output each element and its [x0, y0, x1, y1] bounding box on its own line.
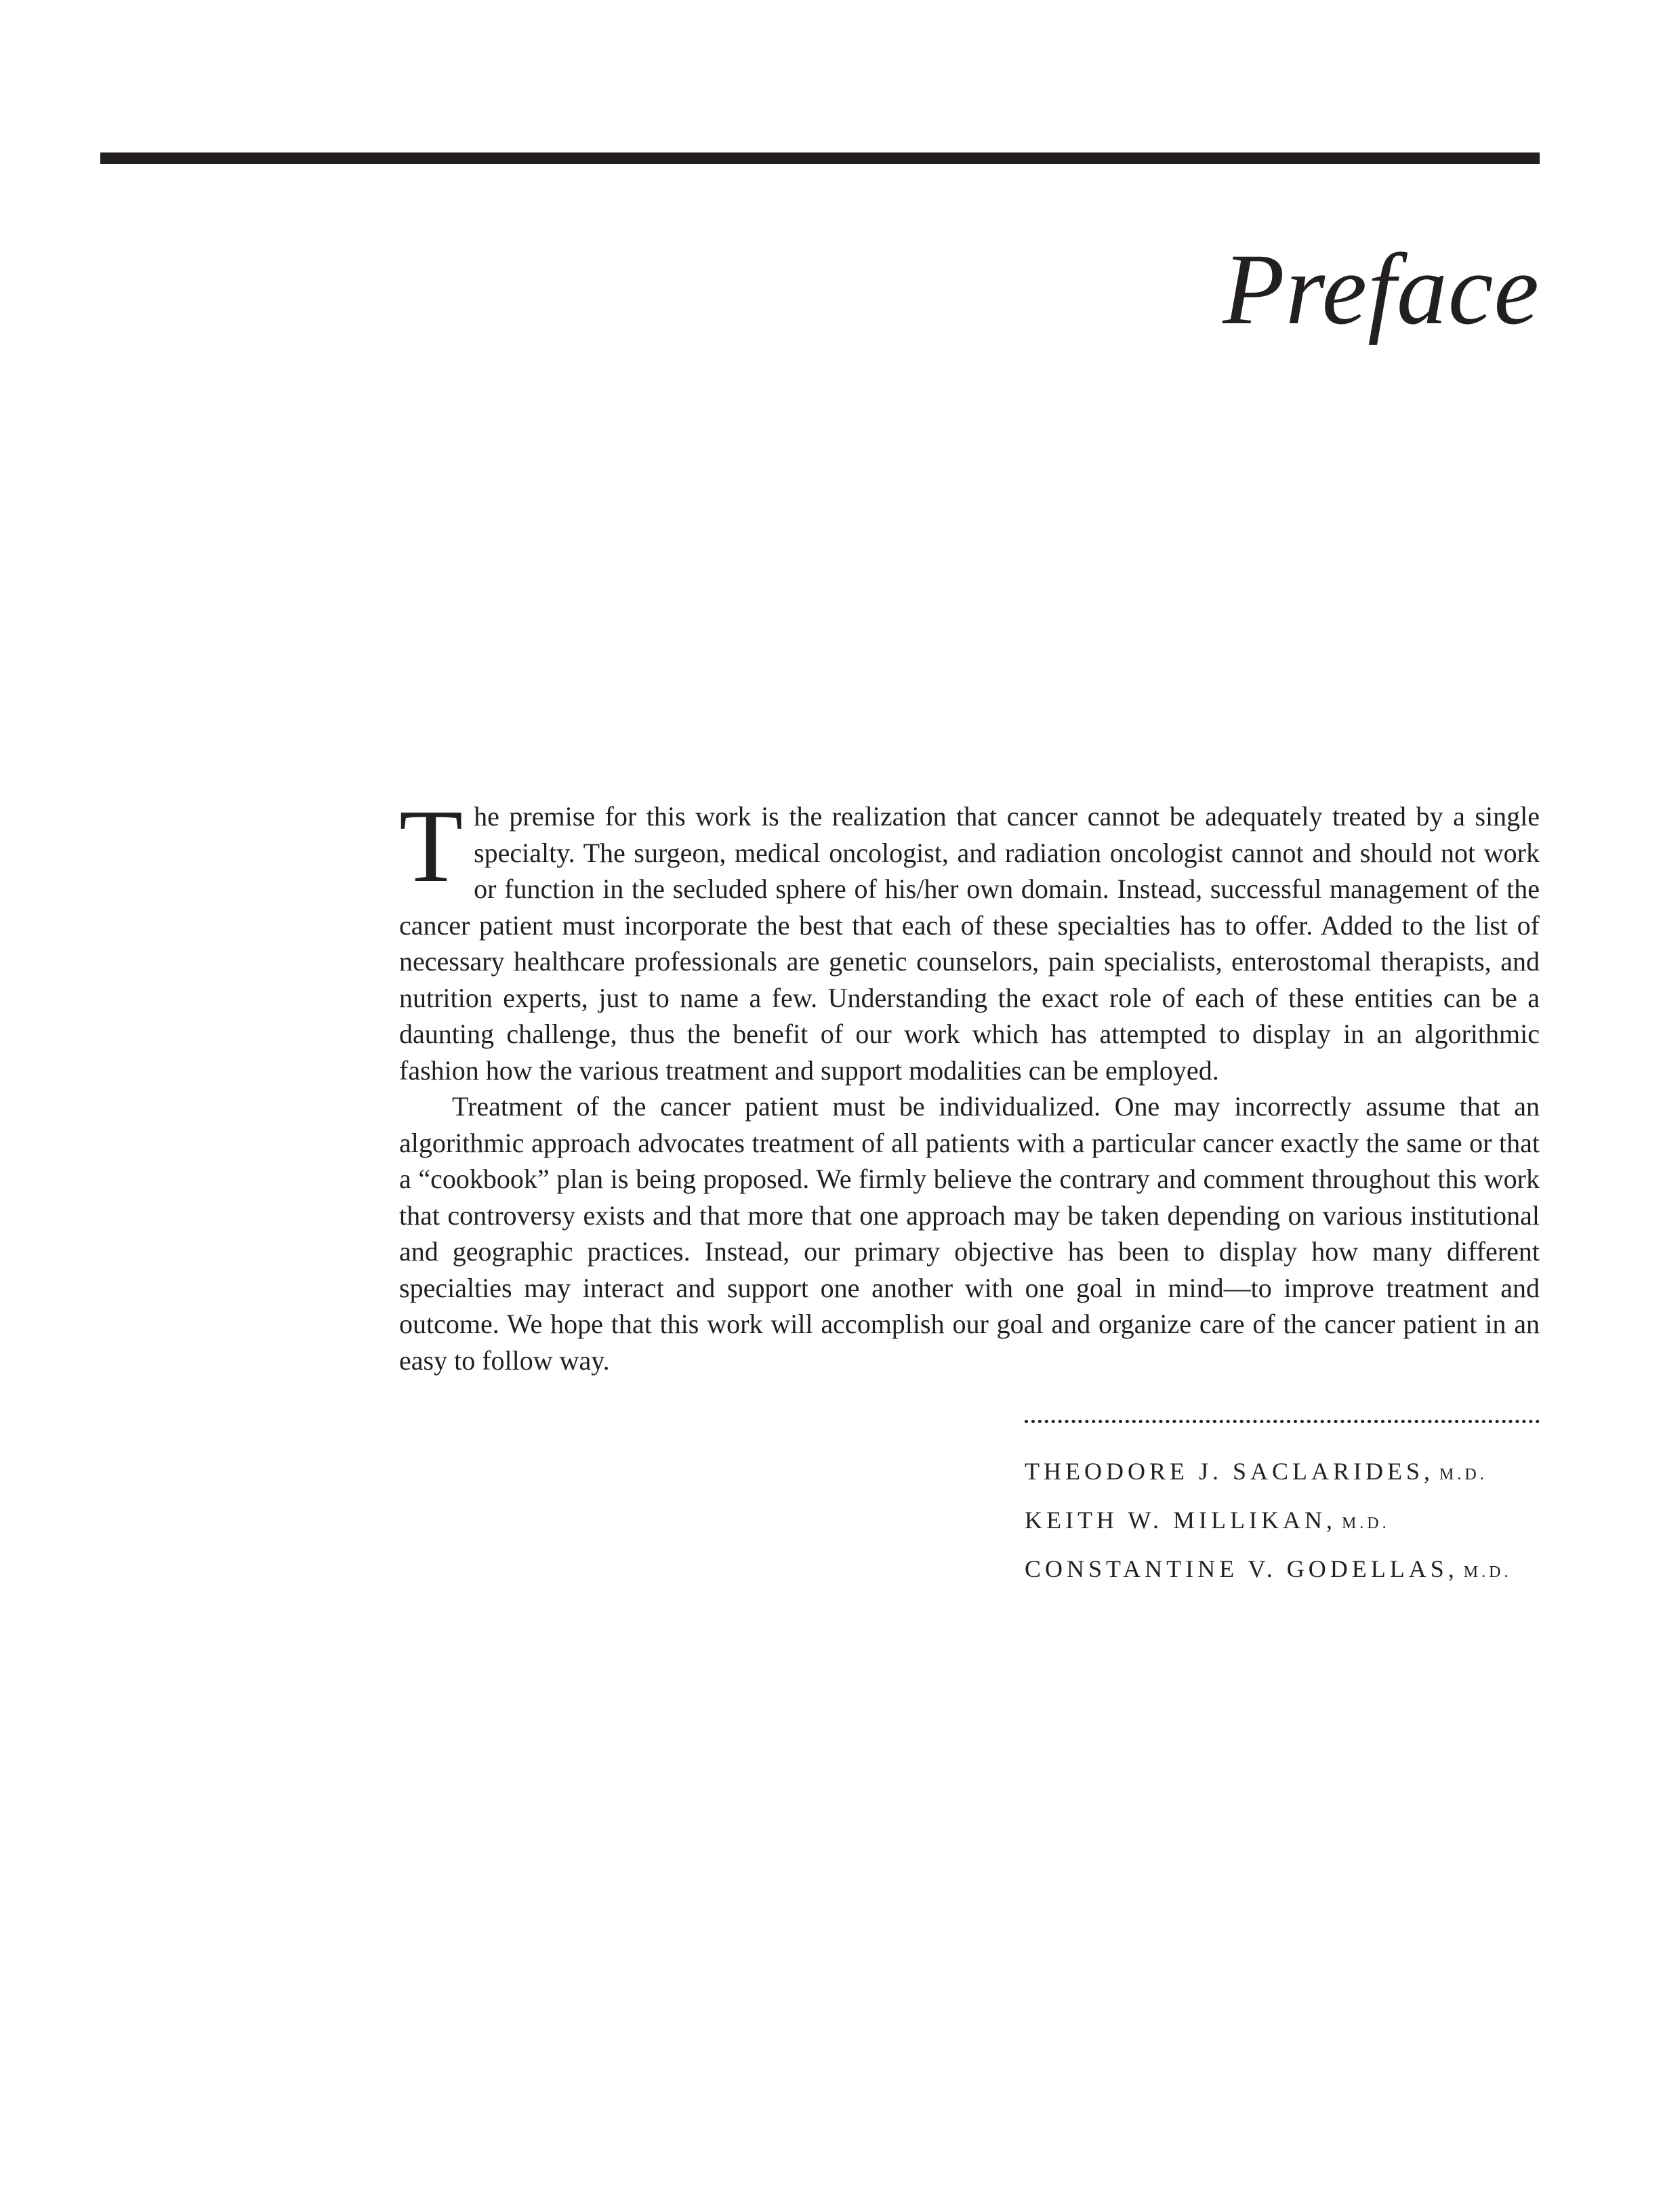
author-name: CONSTANTINE V. GODELLAS,: [1025, 1555, 1458, 1582]
author-name: THEODORE J. SACLARIDES,: [1025, 1458, 1435, 1485]
author-degree: M.D.: [1341, 1515, 1390, 1532]
author-name: KEITH W. MILLIKAN,: [1025, 1507, 1336, 1534]
signature-divider: [1025, 1420, 1540, 1423]
author-2: [1025, 1498, 1540, 1547]
author-1: [1025, 1449, 1540, 1498]
paragraph-1-text: he premise for this work is the realization that cancer cannot be adequately treated by a single specialty. The surgeon, medical oncologist, and radiation oncologist cannot and should not work or function in the secluded sphere of his/her own domain. Instead, successful management of the cancer patient must incorporate the best that each of these specialties has to offer. Added to the list of necessary healthcare professionals are genetic counselors, pain specialists, enterostomal therapists, and nutrition experts, just to name a few. Understanding the exact role of each of these entities can be a daunting challenge, thus the benefit of our work which has attempted to display in an algorithmic fashion how the various treatment and support modalities can be employed.: [399, 801, 1540, 1086]
page-title: Preface: [1223, 233, 1540, 346]
author-3: [1025, 1547, 1540, 1595]
paragraph-1: [399, 789, 1540, 1088]
drop-cap: T: [399, 789, 464, 904]
paragraph-2: Treatment of the cancer patient must be individualized. One may incorrectly assume that an algorithmic approach advocates treatment of all patients with a particular cancer exactly the same or that a “cookbook” plan is being proposed. We firmly believe the contrary and comment throughout this work that controversy exists and that more that one approach may be taken depending on various institutional and geographic practices. Instead, our primary objective has been to display how many different specialties may interact and support one another with one goal in mind—to improve treatment and outcome. We hope that this work will accomplish our goal and organize care of the cancer patient in an easy to follow way.: [399, 1091, 1540, 1376]
author-degree: M.D.: [1463, 1563, 1512, 1581]
preface-body: [399, 789, 1540, 1378]
author-degree: M.D.: [1439, 1466, 1487, 1483]
author-list: [1025, 1449, 1540, 1595]
top-rule: [100, 152, 1540, 164]
